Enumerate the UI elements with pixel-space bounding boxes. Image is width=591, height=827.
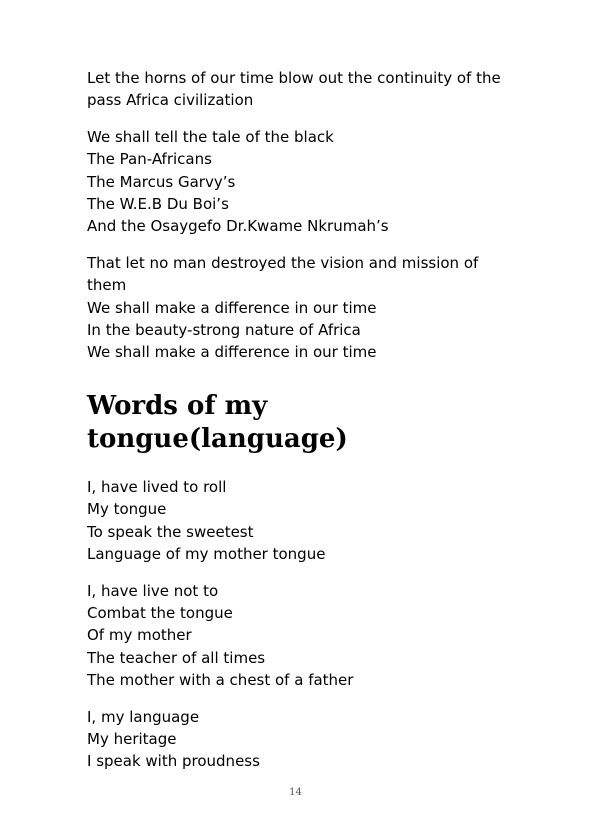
poem-title-line: tongue(language) bbox=[87, 423, 348, 454]
stanza bbox=[87, 126, 517, 238]
poem-line: And the Osaygefo Dr.Kwame Nkrumah’s bbox=[87, 217, 389, 236]
poem-line: The mother with a chest of a father bbox=[87, 671, 354, 690]
stanza bbox=[87, 580, 517, 692]
stanza bbox=[87, 67, 517, 112]
poem-line: The W.E.B Du Boi’s bbox=[87, 195, 229, 214]
poem-line: Combat the tongue bbox=[87, 603, 233, 622]
poem-line: The Pan-Africans bbox=[87, 150, 212, 169]
poem-line: I, have lived to roll bbox=[87, 477, 227, 496]
poem-line: I, have live not to bbox=[87, 581, 219, 600]
page-content bbox=[87, 67, 517, 787]
poem-line: Let the horns of our time blow out the continuity of the pass Africa civilization bbox=[87, 69, 501, 110]
poem-line: That let no man destroyed the vision and mission of them bbox=[87, 253, 479, 295]
poem-line: We shall make a difference in our time bbox=[87, 343, 377, 362]
poem-line: Of my mother bbox=[87, 626, 192, 645]
stanza bbox=[87, 252, 517, 364]
poem-title bbox=[87, 390, 517, 456]
poem-line: The teacher of all times bbox=[87, 648, 266, 667]
stanza bbox=[87, 706, 517, 773]
stanza bbox=[87, 476, 517, 566]
poem-line: My tongue bbox=[87, 500, 167, 519]
poem-line: We shall make a difference in our time bbox=[87, 298, 377, 317]
poem-title-line: Words of my bbox=[87, 390, 268, 421]
page-number: 14 bbox=[289, 787, 302, 798]
poem-line: My heritage bbox=[87, 729, 177, 748]
poem-line: We shall tell the tale of the black bbox=[87, 127, 334, 146]
poem-line: To speak the sweetest bbox=[87, 522, 254, 541]
poem-line: The Marcus Garvy’s bbox=[87, 172, 236, 191]
poem-line: Language of my mother tongue bbox=[87, 545, 326, 564]
poem-line: In the beauty-strong nature of Africa bbox=[87, 321, 361, 340]
poem-line: I, my language bbox=[87, 707, 200, 726]
poem-line: I speak with proudness bbox=[87, 752, 260, 771]
